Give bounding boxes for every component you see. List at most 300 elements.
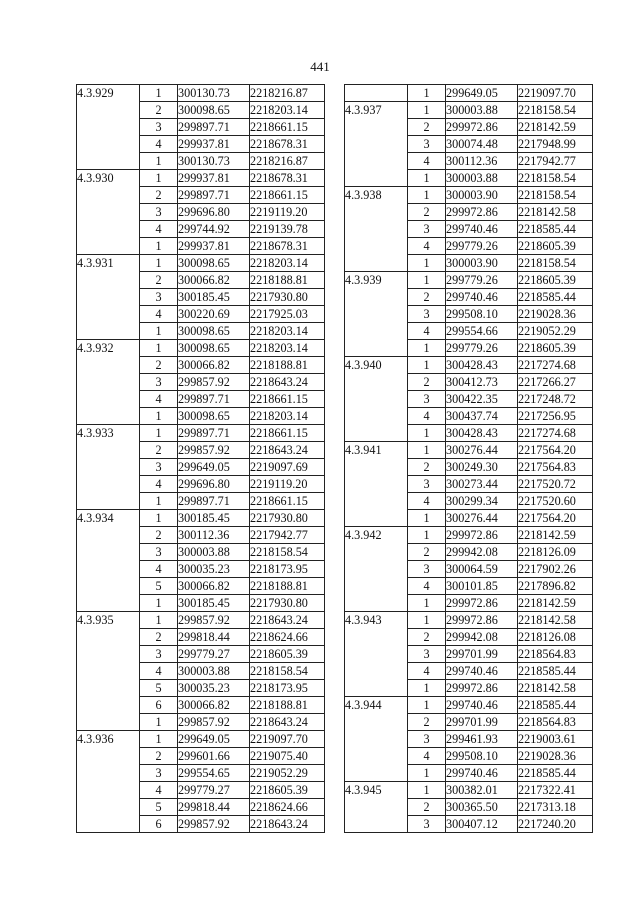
- coordinate-x: 300422.35: [446, 391, 518, 408]
- point-number: 1: [408, 510, 446, 527]
- point-number: 3: [140, 765, 178, 782]
- coordinate-y: 2219097.70: [518, 85, 593, 102]
- table-row: [345, 85, 593, 102]
- table-row: [345, 272, 593, 289]
- point-number: 3: [140, 289, 178, 306]
- coordinate-y: 2218661.15: [250, 391, 325, 408]
- coordinate-x: 299818.44: [178, 629, 250, 646]
- section-id: 4.3.933: [77, 425, 140, 510]
- coordinate-y: 2218188.81: [250, 697, 325, 714]
- point-number: 2: [408, 204, 446, 221]
- point-number: 2: [408, 459, 446, 476]
- point-number: 1: [408, 357, 446, 374]
- coordinate-y: 2218158.54: [518, 102, 593, 119]
- point-number: 1: [408, 595, 446, 612]
- point-number: 4: [408, 663, 446, 680]
- coordinate-y: 2218585.44: [518, 289, 593, 306]
- coordinate-x: 299897.71: [178, 425, 250, 442]
- point-number: 4: [408, 238, 446, 255]
- coordinate-x: 300066.82: [178, 272, 250, 289]
- point-number: 3: [408, 816, 446, 833]
- coordinate-y: 2217942.77: [518, 153, 593, 170]
- coordinate-x: 300249.30: [446, 459, 518, 476]
- point-number: 3: [140, 204, 178, 221]
- point-number: 2: [140, 187, 178, 204]
- point-number: 4: [140, 663, 178, 680]
- point-number: 6: [140, 697, 178, 714]
- coordinate-x: 299857.92: [178, 612, 250, 629]
- point-number: 1: [140, 612, 178, 629]
- coordinate-y: 2218678.31: [250, 170, 325, 187]
- coordinate-x: 299744.92: [178, 221, 250, 238]
- table-row: [77, 340, 325, 357]
- point-number: 4: [408, 493, 446, 510]
- point-number: 1: [408, 102, 446, 119]
- coordinate-y: 2218142.58: [518, 612, 593, 629]
- section-id: 4.3.931: [77, 255, 140, 340]
- coordinate-y: 2219028.36: [518, 306, 593, 323]
- table-row: [77, 510, 325, 527]
- section-id: 4.3.932: [77, 340, 140, 425]
- coordinate-y: 2219003.61: [518, 731, 593, 748]
- point-number: 1: [140, 255, 178, 272]
- point-number: 1: [140, 510, 178, 527]
- coordinate-y: 2217948.99: [518, 136, 593, 153]
- coordinate-y: 2218158.54: [250, 544, 325, 561]
- coordinate-x: 300101.85: [446, 578, 518, 595]
- coordinate-y: 2217322.41: [518, 782, 593, 799]
- coordinate-x: 300185.45: [178, 289, 250, 306]
- coordinate-y: 2217564.83: [518, 459, 593, 476]
- coordinate-x: 299857.92: [178, 374, 250, 391]
- coordinate-y: 2218585.44: [518, 697, 593, 714]
- coordinate-x: 299649.05: [178, 731, 250, 748]
- coordinate-x: 300003.90: [446, 187, 518, 204]
- coordinate-y: 2218643.24: [250, 714, 325, 731]
- coordinate-x: 299461.93: [446, 731, 518, 748]
- coordinate-y: 2218661.15: [250, 493, 325, 510]
- coordinate-x: 299897.71: [178, 391, 250, 408]
- coordinate-y: 2217896.82: [518, 578, 593, 595]
- coordinate-y: 2217520.72: [518, 476, 593, 493]
- section-id: 4.3.935: [77, 612, 140, 731]
- coordinate-x: 299649.05: [178, 459, 250, 476]
- coordinate-x: 300003.88: [178, 663, 250, 680]
- point-number: 2: [408, 289, 446, 306]
- coordinate-y: 2219119.20: [250, 476, 325, 493]
- coordinate-y: 2218643.24: [250, 442, 325, 459]
- point-number: 1: [408, 782, 446, 799]
- coordinate-x: 300412.73: [446, 374, 518, 391]
- coordinate-x: 300130.73: [178, 153, 250, 170]
- coordinate-y: 2219075.40: [250, 748, 325, 765]
- coordinate-y: 2217564.20: [518, 442, 593, 459]
- coordinate-y: 2218173.95: [250, 680, 325, 697]
- coordinate-x: 299508.10: [446, 306, 518, 323]
- coordinate-x: 299740.46: [446, 289, 518, 306]
- point-number: 4: [408, 748, 446, 765]
- coordinate-y: 2218158.54: [518, 170, 593, 187]
- point-number: 3: [140, 544, 178, 561]
- table-row: [77, 425, 325, 442]
- section-id: 4.3.938: [345, 187, 408, 272]
- point-number: 2: [140, 272, 178, 289]
- coordinate-y: 2217266.27: [518, 374, 593, 391]
- coordinate-x: 299972.86: [446, 119, 518, 136]
- coordinate-y: 2218643.24: [250, 374, 325, 391]
- coordinate-x: 300428.43: [446, 425, 518, 442]
- point-number: 1: [140, 85, 178, 102]
- point-number: 2: [408, 374, 446, 391]
- point-number: 1: [408, 612, 446, 629]
- point-number: 4: [140, 391, 178, 408]
- coordinate-y: 2217256.95: [518, 408, 593, 425]
- coordinate-y: 2218158.54: [250, 663, 325, 680]
- coordinate-x: 299972.86: [446, 612, 518, 629]
- coordinate-y: 2218605.39: [250, 782, 325, 799]
- coordinate-x: 300035.23: [178, 680, 250, 697]
- point-number: 4: [140, 561, 178, 578]
- coordinate-x: 299972.86: [446, 680, 518, 697]
- point-number: 1: [408, 255, 446, 272]
- table-row: [345, 357, 593, 374]
- coordinate-y: 2218585.44: [518, 765, 593, 782]
- coordinate-y: 2218605.39: [518, 238, 593, 255]
- point-number: 2: [408, 119, 446, 136]
- coordinate-y: 2218624.66: [250, 629, 325, 646]
- coordinate-y: 2217248.72: [518, 391, 593, 408]
- coordinate-y: 2218661.15: [250, 119, 325, 136]
- coordinate-y: 2217902.26: [518, 561, 593, 578]
- coordinate-x: 299740.46: [446, 697, 518, 714]
- point-number: 2: [140, 357, 178, 374]
- coordinate-x: 300428.43: [446, 357, 518, 374]
- coordinate-y: 2218203.14: [250, 255, 325, 272]
- coordinate-y: 2218142.59: [518, 119, 593, 136]
- coordinate-y: 2218624.66: [250, 799, 325, 816]
- coordinate-y: 2219052.29: [518, 323, 593, 340]
- point-number: 5: [140, 578, 178, 595]
- point-number: 3: [408, 646, 446, 663]
- point-number: 3: [140, 646, 178, 663]
- coordinate-y: 2218188.81: [250, 578, 325, 595]
- table-row: [345, 442, 593, 459]
- table-row: [345, 102, 593, 119]
- coordinate-x: 300098.65: [178, 323, 250, 340]
- coordinate-x: 300064.59: [446, 561, 518, 578]
- coordinate-x: 299740.46: [446, 663, 518, 680]
- coordinate-x: 299972.86: [446, 527, 518, 544]
- coordinate-y: 2218216.87: [250, 85, 325, 102]
- coordinate-y: 2218188.81: [250, 272, 325, 289]
- point-number: 2: [408, 799, 446, 816]
- point-number: 4: [140, 136, 178, 153]
- section-id: 4.3.930: [77, 170, 140, 255]
- coordinate-x: 299942.08: [446, 544, 518, 561]
- coordinate-y: 2218126.09: [518, 544, 593, 561]
- table-row: [77, 85, 325, 102]
- coordinate-x: 299740.46: [446, 221, 518, 238]
- coordinate-x: 300003.88: [178, 544, 250, 561]
- coordinate-x: 300112.36: [178, 527, 250, 544]
- point-number: 1: [140, 731, 178, 748]
- coordinate-y: 2218158.54: [518, 255, 593, 272]
- point-number: 4: [408, 153, 446, 170]
- point-number: 3: [140, 374, 178, 391]
- point-number: 3: [408, 561, 446, 578]
- coordinate-x: 299937.81: [178, 238, 250, 255]
- point-number: 1: [408, 765, 446, 782]
- coordinate-x: 300382.01: [446, 782, 518, 799]
- coordinate-y: 2219028.36: [518, 748, 593, 765]
- point-number: 4: [140, 306, 178, 323]
- table-row: [345, 782, 593, 799]
- coordinate-y: 2218678.31: [250, 136, 325, 153]
- point-number: 2: [140, 527, 178, 544]
- point-number: 2: [140, 629, 178, 646]
- point-number: 4: [140, 782, 178, 799]
- coordinate-x: 299972.86: [446, 204, 518, 221]
- coordinate-x: 299701.99: [446, 714, 518, 731]
- coordinate-y: 2217564.20: [518, 510, 593, 527]
- coordinate-x: 300035.23: [178, 561, 250, 578]
- coordinate-y: 2218188.81: [250, 357, 325, 374]
- point-number: 1: [140, 340, 178, 357]
- coordinate-y: 2218585.44: [518, 663, 593, 680]
- section-id: 4.3.944: [345, 697, 408, 782]
- coordinate-x: 299740.46: [446, 765, 518, 782]
- coordinate-y: 2219119.20: [250, 204, 325, 221]
- coordinate-y: 2217520.60: [518, 493, 593, 510]
- section-id: 4.3.929: [77, 85, 140, 170]
- coordinate-x: 299857.92: [178, 442, 250, 459]
- coordinate-y: 2218126.08: [518, 629, 593, 646]
- coordinate-x: 300003.88: [446, 102, 518, 119]
- coordinate-y: 2218661.15: [250, 425, 325, 442]
- point-number: 1: [408, 527, 446, 544]
- coordinate-table-left: [76, 84, 325, 833]
- coordinate-y: 2218142.59: [518, 595, 593, 612]
- section-id: 4.3.937: [345, 102, 408, 187]
- coordinate-x: 299696.80: [178, 476, 250, 493]
- coordinate-y: 2217930.80: [250, 289, 325, 306]
- coordinate-x: 300098.65: [178, 102, 250, 119]
- coordinate-x: 299779.27: [178, 646, 250, 663]
- coordinate-y: 2217274.68: [518, 425, 593, 442]
- point-number: 1: [408, 170, 446, 187]
- coordinate-y: 2218203.14: [250, 102, 325, 119]
- point-number: 1: [408, 340, 446, 357]
- coordinate-y: 2218142.59: [518, 527, 593, 544]
- coordinate-y: 2218203.14: [250, 323, 325, 340]
- coordinate-y: 2218605.39: [250, 646, 325, 663]
- coordinate-x: 299554.65: [178, 765, 250, 782]
- point-number: 3: [408, 136, 446, 153]
- coordinate-x: 300098.65: [178, 340, 250, 357]
- coordinate-x: 300437.74: [446, 408, 518, 425]
- table-row: [345, 187, 593, 204]
- point-number: 4: [140, 221, 178, 238]
- point-number: 4: [408, 408, 446, 425]
- coordinate-y: 2217274.68: [518, 357, 593, 374]
- coordinate-x: 299508.10: [446, 748, 518, 765]
- coordinate-x: 299779.27: [178, 782, 250, 799]
- coordinate-y: 2217313.18: [518, 799, 593, 816]
- point-number: 4: [140, 476, 178, 493]
- coordinate-y: 2218605.39: [518, 340, 593, 357]
- section-id: 4.3.934: [77, 510, 140, 612]
- section-id: 4.3.939: [345, 272, 408, 357]
- section-id: 4.3.936: [77, 731, 140, 833]
- point-number: 2: [140, 102, 178, 119]
- coordinate-y: 2219052.29: [250, 765, 325, 782]
- section-id: 4.3.940: [345, 357, 408, 442]
- table-row: [77, 612, 325, 629]
- point-number: 4: [408, 578, 446, 595]
- coordinate-y: 2217930.80: [250, 510, 325, 527]
- coordinate-y: 2218678.31: [250, 238, 325, 255]
- point-number: 1: [408, 697, 446, 714]
- coordinate-y: 2218142.58: [518, 680, 593, 697]
- coordinate-x: 299554.66: [446, 323, 518, 340]
- coordinate-y: 2218643.24: [250, 816, 325, 833]
- coordinate-x: 299897.71: [178, 493, 250, 510]
- table-row: [345, 697, 593, 714]
- section-id: 4.3.941: [345, 442, 408, 527]
- coordinate-x: 300185.45: [178, 510, 250, 527]
- coordinate-x: 300074.48: [446, 136, 518, 153]
- coordinate-y: 2219097.70: [250, 731, 325, 748]
- coordinate-x: 300130.73: [178, 85, 250, 102]
- coordinate-y: 2218216.87: [250, 153, 325, 170]
- coordinate-x: 300112.36: [446, 153, 518, 170]
- coordinate-table-right: [344, 84, 593, 833]
- point-number: 1: [140, 714, 178, 731]
- section-id: [345, 85, 408, 102]
- point-number: 2: [408, 544, 446, 561]
- point-number: 3: [408, 306, 446, 323]
- coordinate-x: 300066.82: [178, 697, 250, 714]
- coordinate-x: 299649.05: [446, 85, 518, 102]
- coordinate-x: 299696.80: [178, 204, 250, 221]
- coordinate-x: 299779.26: [446, 340, 518, 357]
- coordinate-y: 2218203.14: [250, 340, 325, 357]
- point-number: 2: [408, 629, 446, 646]
- table-row: [77, 731, 325, 748]
- table-row: [345, 612, 593, 629]
- coordinate-y: 2219139.78: [250, 221, 325, 238]
- coordinate-y: 2218605.39: [518, 272, 593, 289]
- point-number: 1: [140, 153, 178, 170]
- point-number: 2: [140, 748, 178, 765]
- point-number: 1: [140, 408, 178, 425]
- coordinate-x: 299701.99: [446, 646, 518, 663]
- table-row: [77, 255, 325, 272]
- point-number: 1: [408, 272, 446, 289]
- coordinate-x: 299857.92: [178, 714, 250, 731]
- point-number: 3: [408, 731, 446, 748]
- point-number: 1: [140, 238, 178, 255]
- coordinate-y: 2219097.69: [250, 459, 325, 476]
- section-id: 4.3.945: [345, 782, 408, 833]
- point-number: 1: [408, 680, 446, 697]
- coordinate-x: 299857.92: [178, 816, 250, 833]
- coordinate-x: 300220.69: [178, 306, 250, 323]
- coordinate-x: 300066.82: [178, 578, 250, 595]
- point-number: 3: [408, 221, 446, 238]
- coordinate-y: 2218643.24: [250, 612, 325, 629]
- point-number: 2: [140, 442, 178, 459]
- coordinate-x: 300299.34: [446, 493, 518, 510]
- point-number: 1: [140, 323, 178, 340]
- coordinate-x: 300276.44: [446, 442, 518, 459]
- table-row: [345, 527, 593, 544]
- coordinate-y: 2218142.58: [518, 204, 593, 221]
- coordinate-y: 2218564.83: [518, 646, 593, 663]
- coordinate-x: 299897.71: [178, 187, 250, 204]
- point-number: 3: [408, 391, 446, 408]
- point-number: 1: [140, 170, 178, 187]
- point-number: 1: [140, 425, 178, 442]
- coordinate-y: 2217925.03: [250, 306, 325, 323]
- coordinate-x: 299937.81: [178, 136, 250, 153]
- coordinate-y: 2218158.54: [518, 187, 593, 204]
- point-number: 3: [140, 459, 178, 476]
- coordinate-x: 300407.12: [446, 816, 518, 833]
- point-number: 1: [408, 425, 446, 442]
- point-number: 1: [408, 187, 446, 204]
- coordinate-y: 2218585.44: [518, 221, 593, 238]
- coordinate-y: 2218203.14: [250, 408, 325, 425]
- section-id: 4.3.942: [345, 527, 408, 612]
- point-number: 1: [140, 493, 178, 510]
- point-number: 2: [408, 714, 446, 731]
- coordinate-x: 299942.08: [446, 629, 518, 646]
- coordinate-x: 299972.86: [446, 595, 518, 612]
- coordinate-y: 2218173.95: [250, 561, 325, 578]
- coordinate-x: 300098.65: [178, 408, 250, 425]
- point-number: 1: [140, 595, 178, 612]
- coordinate-x: 300273.44: [446, 476, 518, 493]
- coordinate-x: 299937.81: [178, 170, 250, 187]
- coordinate-x: 300185.45: [178, 595, 250, 612]
- coordinate-x: 300276.44: [446, 510, 518, 527]
- coordinate-y: 2217930.80: [250, 595, 325, 612]
- point-number: 4: [408, 323, 446, 340]
- coordinate-x: 300066.82: [178, 357, 250, 374]
- table-row: [77, 170, 325, 187]
- coordinate-x: 299779.26: [446, 272, 518, 289]
- section-id: 4.3.943: [345, 612, 408, 697]
- page-number: 441: [310, 59, 330, 74]
- coordinate-x: 299818.44: [178, 799, 250, 816]
- point-number: 3: [408, 476, 446, 493]
- point-number: 5: [140, 680, 178, 697]
- coordinate-x: 300003.90: [446, 255, 518, 272]
- coordinate-y: 2218661.15: [250, 187, 325, 204]
- coordinate-y: 2218564.83: [518, 714, 593, 731]
- coordinate-y: 2217942.77: [250, 527, 325, 544]
- coordinate-x: 299897.71: [178, 119, 250, 136]
- point-number: 3: [140, 119, 178, 136]
- coordinate-x: 299601.66: [178, 748, 250, 765]
- point-number: 1: [408, 442, 446, 459]
- coordinate-x: 300003.88: [446, 170, 518, 187]
- point-number: 5: [140, 799, 178, 816]
- coordinate-x: 300098.65: [178, 255, 250, 272]
- coordinate-x: 300365.50: [446, 799, 518, 816]
- point-number: 6: [140, 816, 178, 833]
